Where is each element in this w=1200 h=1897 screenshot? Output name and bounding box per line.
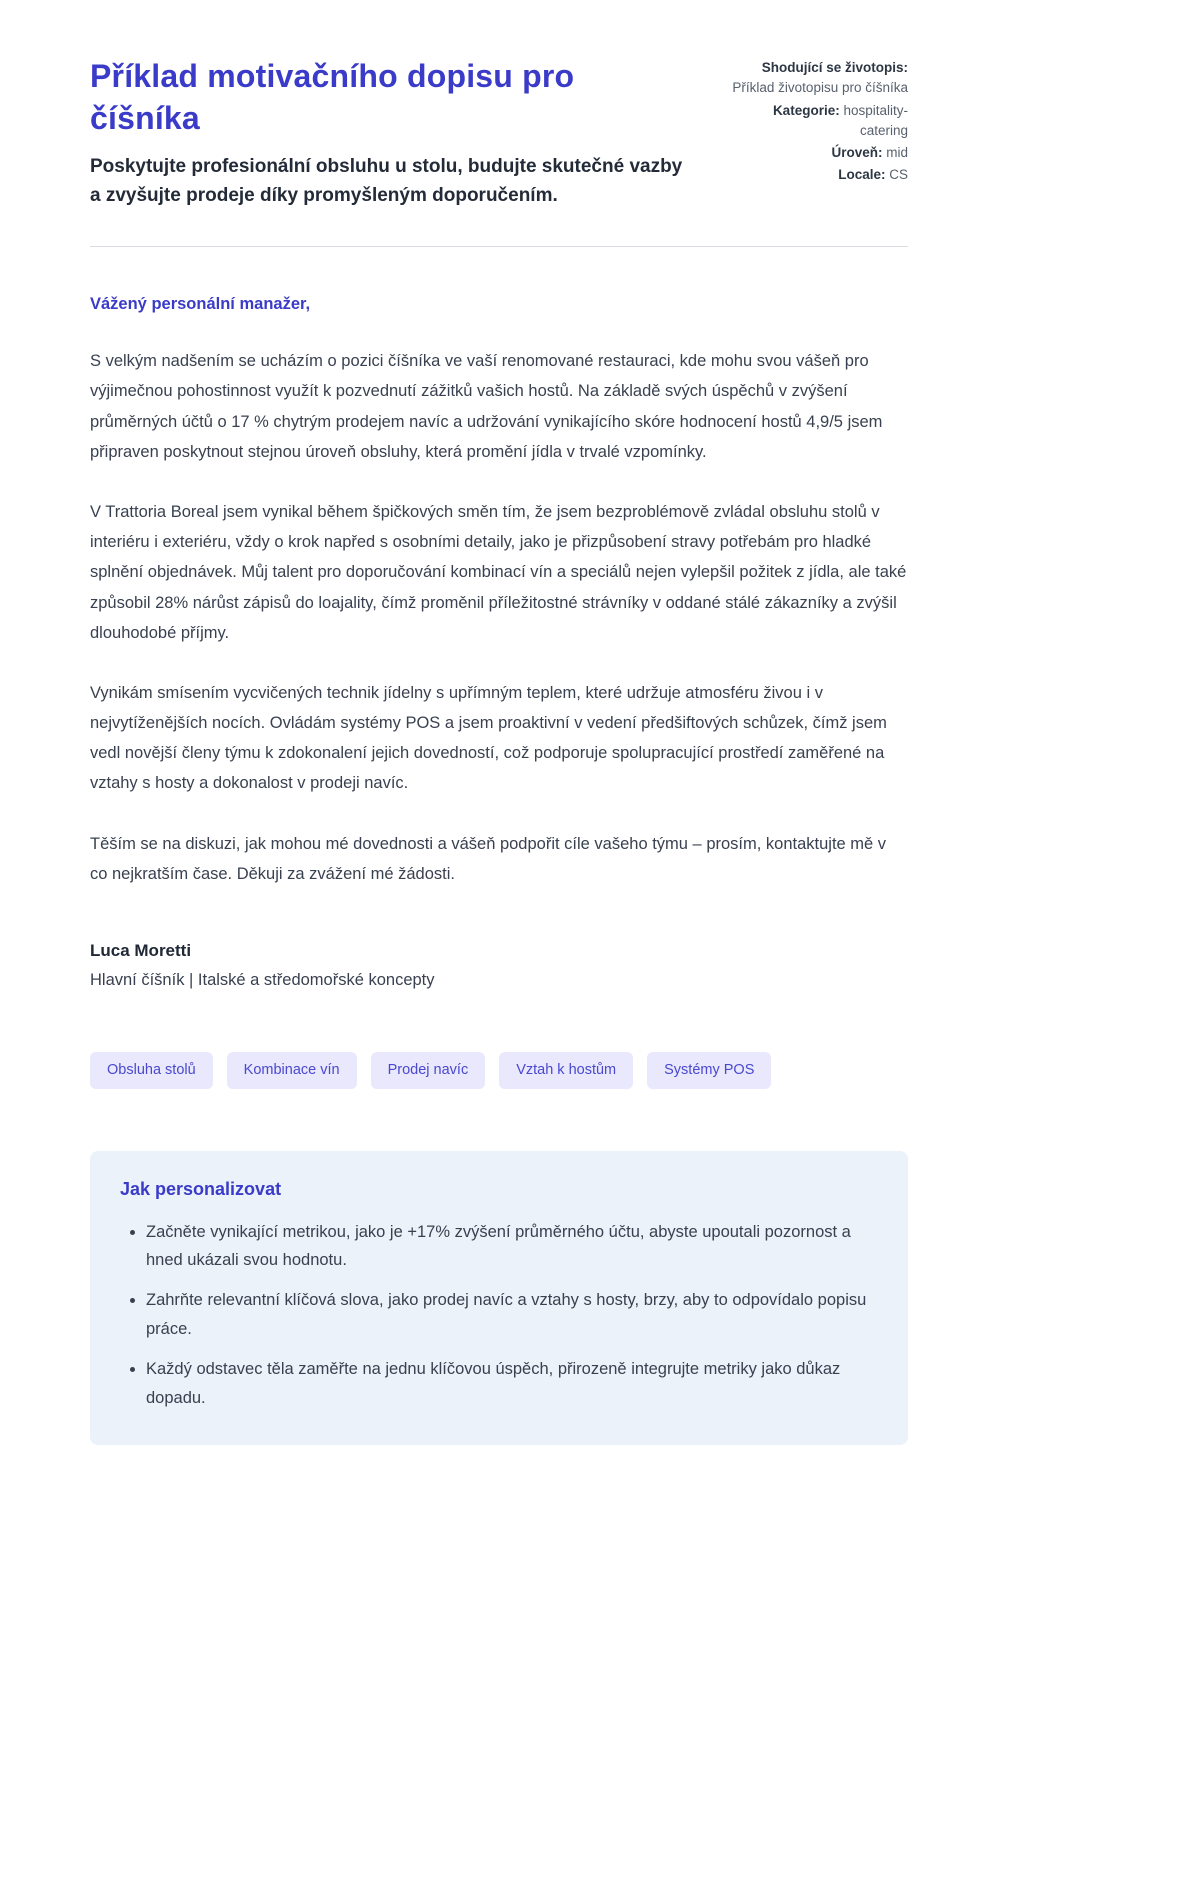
meta-value: CS: [889, 167, 908, 183]
page-header: [90, 56, 908, 210]
tip-item: • Začněte vynikající metrikou, jako je +17% zvýšení průměrného účtu, abyste upoutali pozornost a hned ukázali svou hodnotu.: [146, 1218, 878, 1276]
header-divider: [90, 246, 908, 247]
letter-greeting: Vážený personální manažer,: [90, 295, 311, 314]
tips-title: Jak personalizovat: [120, 1178, 282, 1199]
meta-value: hospitality-catering: [843, 102, 908, 138]
signature-name: Luca Moretti: [90, 941, 192, 960]
page-subtitle: Poskytujte profesionální obsluhu u stolu, budujte skutečné vazby a zvyšujte prodeje díky promyšleným doporučením.: [90, 156, 683, 206]
page: [90, 0, 908, 1445]
meta-row: [730, 101, 908, 142]
meta-row: [730, 58, 908, 99]
letter-paragraph: V Trattoria Boreal jsem vynikal během špičkových směn tím, že jsem bezproblémově zvládal obsluhu stolů v interiéru i exteriéru, vždy o krok napřed s osobními detaily, jako je přizpůsobení stravy potřebám pro hladké splnění objednávek. Můj talent pro doporučování kombinací vín a speciálů nejen vylepšil požitek z jídla, ale také způsobil 28% nárůst zápisů do loajality, čímž proměnil příležitostné strávníky v oddané stálé zákazníky a zvýšil dlouhodobé příjmy.: [90, 502, 907, 642]
meta-value: Příklad životopisu pro číšníka: [732, 80, 908, 96]
meta-value: mid: [886, 145, 908, 160]
tag-chip[interactable]: Vztah k hostům: [499, 1052, 633, 1089]
tag-list: [90, 1052, 908, 1089]
cover-letter: [90, 295, 908, 990]
page-title: Příklad motivačního dopisu pro číšníka: [90, 58, 575, 136]
letter-paragraph: Vynikám smísením vycvičených technik jídelny s upřímným teplem, které udržuje atmosféru živou i v nejvytíženějších nocích. Ovládám systémy POS a jsem proaktivní v vedení předšiftových schůzek, čímž jsem vedl novější členy týmu k zdokonalení jejich dovedností, což podporuje spolupracující prostředí zaměřené na vztahy s hosty a dokonalost v prodeji navíc.: [90, 683, 887, 793]
meta-label: Úroveň:: [831, 145, 883, 160]
tag-chip[interactable]: Prodej navíc: [371, 1052, 486, 1089]
signature-role: Hlavní číšník | Italské a středomořské koncepty: [90, 971, 435, 989]
tip-item: • Každý odstavec těla zaměřte na jednu klíčovou úspěch, přirozeně integrujte metriky jako důkaz dopadu.: [146, 1355, 878, 1413]
tag-chip[interactable]: Kombinace vín: [227, 1052, 357, 1089]
tip-item: • Zahrňte relevantní klíčová slova, jako prodej navíc a vztahy s hosty, brzy, aby to odpovídalo popisu práce.: [146, 1286, 878, 1344]
meta-label: Kategorie:: [772, 102, 840, 118]
tag-chip[interactable]: Systémy POS: [647, 1052, 771, 1089]
meta-label: Shodující se životopis:: [761, 60, 908, 75]
meta-panel: [730, 58, 908, 188]
letter-paragraph: S velkým nadšením se ucházím o pozici číšníka ve vaší renomované restauraci, kde mohu svou vášeň pro výjimečnou pohostinnost využít k pozvednutí zážitků vašich hostů. Na základě svých úspěchů v zvýšení průměrných účtů o 17 % chytrým prodejem navíc a udržování vynikajícího skóre hodnocení hostů 4,9/5 jsem připraven poskytnout stejnou úroveň obsluhy, která promění jídla v trvalé vzpomínky.: [90, 352, 883, 461]
personalization-tips-box: [90, 1151, 908, 1445]
meta-row: [730, 165, 908, 185]
tips-list: [120, 1218, 878, 1413]
header-text-block: [90, 56, 690, 210]
meta-label: Locale:: [838, 167, 886, 183]
letter-paragraph: Těším se na diskuzi, jak mohou mé dovednosti a vášeň podpořit cíle vašeho týmu – prosím, kontaktujte mě v co nejkratším čase. Děkuji za zvážení mé žádosti.: [90, 834, 887, 883]
meta-row: [730, 143, 908, 163]
tag-chip[interactable]: Obsluha stolů: [90, 1052, 213, 1089]
